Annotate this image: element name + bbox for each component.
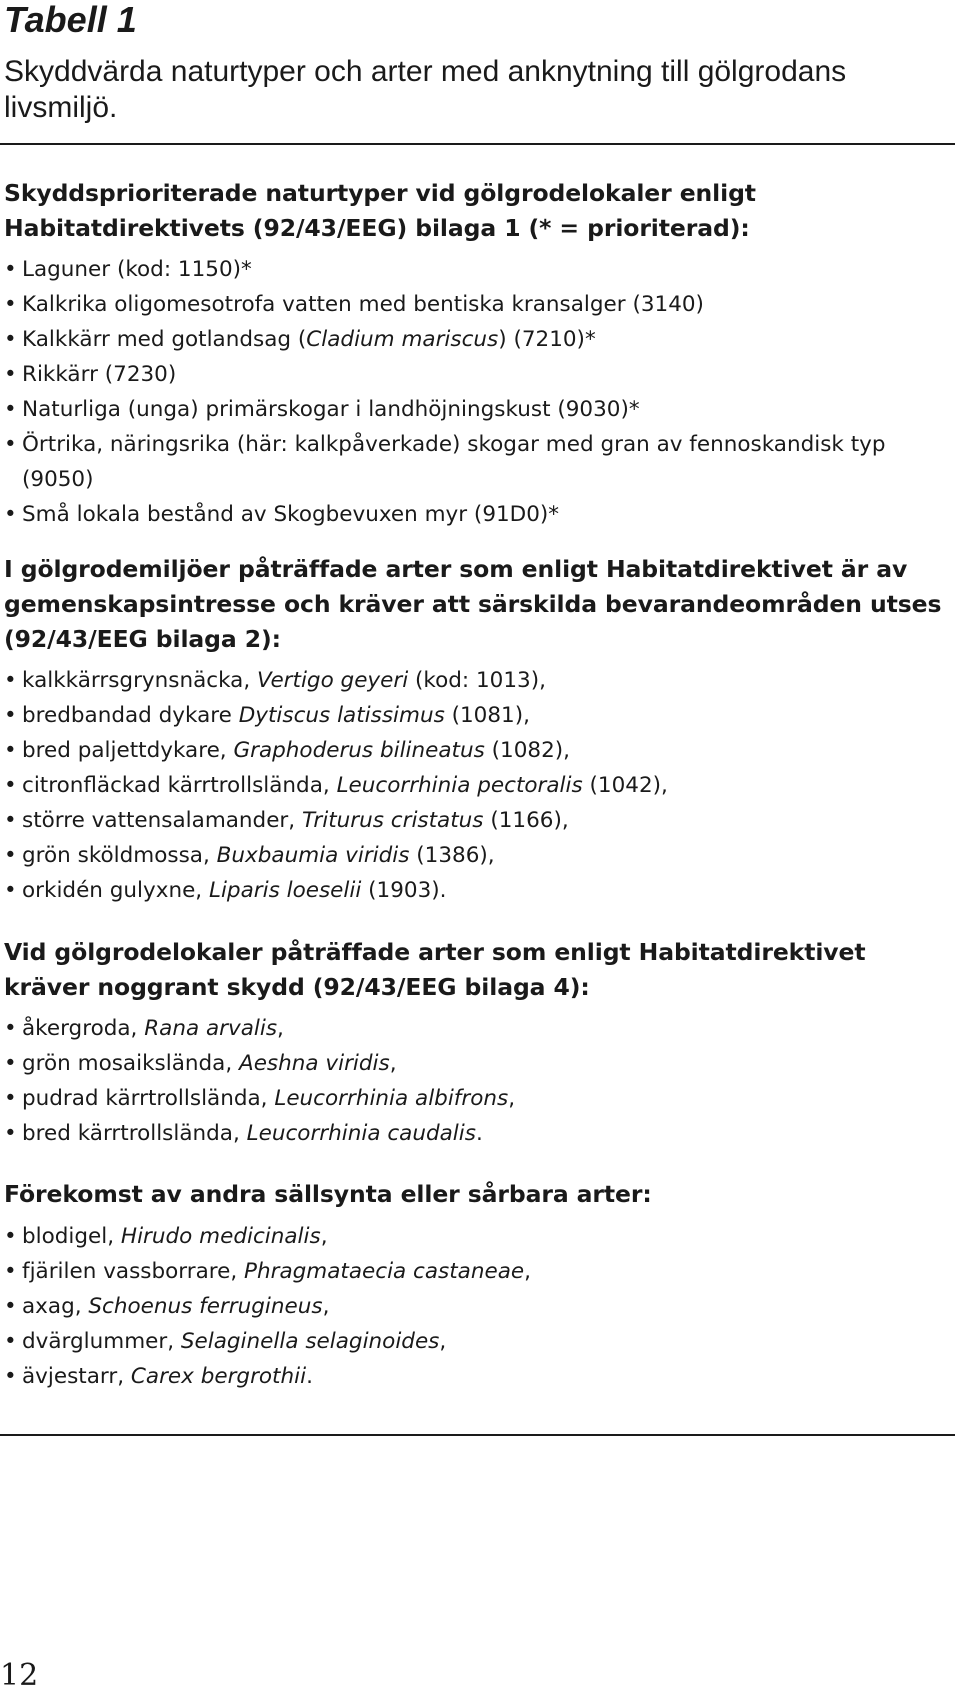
list-item bbox=[4, 1324, 954, 1359]
item-suffix: ) (7210)* bbox=[498, 327, 596, 352]
bottom-divider bbox=[0, 1434, 955, 1436]
scientific-name: Selaginella selaginoides bbox=[180, 1329, 440, 1354]
list-item bbox=[4, 1081, 954, 1116]
item-text: pudrad kärrtrollslända, bbox=[22, 1086, 275, 1111]
list-item bbox=[4, 1046, 954, 1081]
scientific-name: Hirudo medicinalis bbox=[120, 1224, 321, 1249]
item-suffix: (1903). bbox=[361, 878, 447, 903]
table-label: Tabell 1 bbox=[4, 0, 137, 40]
section-heading-other-species: Förekomst av andra sällsynta eller sårbara arter: bbox=[4, 1180, 652, 1208]
bullet-icon: • bbox=[4, 362, 17, 387]
item-text: bred kärrtrollslända, bbox=[22, 1121, 247, 1146]
bullet-icon: • bbox=[4, 432, 17, 457]
scientific-name: Buxbaumia viridis bbox=[216, 843, 410, 868]
list-item bbox=[4, 733, 954, 768]
scientific-name: Rana arvalis bbox=[144, 1016, 278, 1041]
list-item bbox=[4, 322, 954, 357]
item-text: Örtrika, näringsrika (här: kalkpåverkade) skogar med gran av fennoskandisk typ (9050) bbox=[22, 432, 886, 492]
scientific-name: Liparis loeselii bbox=[208, 878, 362, 903]
item-text: Små lokala bestånd av Skogbevuxen myr (91D0)* bbox=[22, 502, 560, 527]
item-text: dvärglummer, bbox=[22, 1329, 181, 1354]
item-text: Laguner (kod: 1150)* bbox=[22, 257, 252, 282]
item-text: ävjestarr, bbox=[22, 1364, 131, 1389]
item-suffix: , bbox=[389, 1051, 397, 1076]
scientific-name: Leucorrhinia albifrons bbox=[274, 1086, 509, 1111]
annex-2-species-list bbox=[4, 663, 954, 908]
section-heading-annex-4-species: Vid gölgrodelokaler påträffade arter som enligt Habitatdirektivet kräver noggrant skydd (92/43/EEG bilaga 4): bbox=[4, 938, 866, 1001]
list-item bbox=[4, 1289, 954, 1324]
list-item bbox=[4, 1011, 954, 1046]
list-item bbox=[4, 1254, 954, 1289]
item-text: axag, bbox=[22, 1294, 89, 1319]
item-text: bred paljettdykare, bbox=[22, 738, 234, 763]
item-suffix: , bbox=[322, 1294, 330, 1319]
bullet-icon: • bbox=[4, 808, 17, 833]
bullet-icon: • bbox=[4, 1121, 17, 1146]
list-item bbox=[4, 1219, 954, 1254]
item-suffix: (1081), bbox=[444, 703, 530, 728]
item-suffix: (1082), bbox=[484, 738, 570, 763]
page-number: 12 bbox=[0, 1658, 39, 1693]
list-item bbox=[4, 252, 954, 287]
list-item bbox=[4, 663, 954, 698]
item-text: citronfläckad kärrtrollslända, bbox=[22, 773, 337, 798]
bullet-icon: • bbox=[4, 502, 17, 527]
item-text: Kalkrika oligomesotrofa vatten med bentiska kransalger (3140) bbox=[22, 292, 704, 317]
list-item bbox=[4, 873, 954, 908]
scientific-name: Aeshna viridis bbox=[239, 1051, 390, 1076]
scientific-name: Vertigo geyeri bbox=[257, 668, 409, 693]
bullet-icon: • bbox=[4, 257, 17, 282]
list-item bbox=[4, 803, 954, 838]
scientific-name: Dytiscus latissimus bbox=[238, 703, 445, 728]
item-text: fjärilen vassborrare, bbox=[22, 1259, 245, 1284]
bullet-icon: • bbox=[4, 1329, 17, 1354]
bullet-icon: • bbox=[4, 703, 17, 728]
item-suffix: , bbox=[524, 1259, 531, 1284]
item-text: Rikkärr (7230) bbox=[22, 362, 177, 387]
item-text: grön sköldmossa, bbox=[22, 843, 217, 868]
scientific-name: Schoenus ferrugineus bbox=[88, 1294, 323, 1319]
scientific-name: Leucorrhinia pectoralis bbox=[336, 773, 583, 798]
bullet-icon: • bbox=[4, 1294, 17, 1319]
item-text: Kalkkärr med gotlandsag ( bbox=[22, 327, 307, 352]
section-heading-annex-2-species: I gölgrodemiljöer påträffade arter som enligt Habitatdirektivet är av gemenskapsintresse och kräver att särskilda bevarandeområden utses (92/43/EEG bilaga 2): bbox=[4, 555, 942, 653]
item-text: större vattensalamander, bbox=[22, 808, 302, 833]
item-suffix: (1166), bbox=[483, 808, 569, 833]
habitat-types-list bbox=[4, 252, 954, 532]
item-suffix: , bbox=[439, 1329, 447, 1354]
scientific-name: Graphoderus bilineatus bbox=[233, 738, 485, 763]
item-text: bredbandad dykare bbox=[22, 703, 239, 728]
list-item bbox=[4, 357, 954, 392]
bullet-icon: • bbox=[4, 738, 17, 763]
item-text: Naturliga (unga) primärskogar i landhöjningskust (9030)* bbox=[22, 397, 640, 422]
bullet-icon: • bbox=[4, 397, 17, 422]
bullet-icon: • bbox=[4, 292, 17, 317]
item-text: orkidén gulyxne, bbox=[22, 878, 209, 903]
list-item bbox=[4, 287, 954, 322]
list-item bbox=[4, 1359, 954, 1394]
list-item bbox=[4, 838, 954, 873]
annex-4-species-list bbox=[4, 1011, 954, 1151]
top-divider bbox=[0, 143, 955, 145]
list-item bbox=[4, 497, 954, 532]
other-species-list bbox=[4, 1219, 954, 1394]
bullet-icon: • bbox=[4, 668, 17, 693]
bullet-icon: • bbox=[4, 1086, 17, 1111]
scientific-name: Leucorrhinia caudalis bbox=[246, 1121, 476, 1146]
bullet-icon: • bbox=[4, 843, 17, 868]
bullet-icon: • bbox=[4, 1224, 17, 1249]
item-suffix: (1386), bbox=[409, 843, 495, 868]
bullet-icon: • bbox=[4, 773, 17, 798]
list-item bbox=[4, 1116, 954, 1151]
item-suffix: , bbox=[277, 1016, 284, 1041]
bullet-icon: • bbox=[4, 1016, 17, 1041]
item-suffix: . bbox=[475, 1121, 483, 1146]
item-suffix: , bbox=[508, 1086, 516, 1111]
list-item bbox=[4, 768, 954, 803]
item-text: blodigel, bbox=[22, 1224, 121, 1249]
scientific-name: Phragmataecia castaneae bbox=[244, 1259, 525, 1284]
item-text: kalkkärrsgrynsnäcka, bbox=[22, 668, 257, 693]
scientific-name: Cladium mariscus bbox=[306, 327, 499, 352]
item-suffix: , bbox=[320, 1224, 328, 1249]
bullet-icon: • bbox=[4, 1259, 17, 1284]
item-suffix: (kod: 1013), bbox=[408, 668, 546, 693]
table-caption: Skyddvärda naturtyper och arter med anknytning till gölgrodans livsmiljö. bbox=[4, 55, 847, 124]
scientific-name: Triturus cristatus bbox=[301, 808, 484, 833]
bullet-icon: • bbox=[4, 327, 17, 352]
item-suffix: (1042), bbox=[582, 773, 668, 798]
list-item bbox=[4, 427, 954, 497]
item-suffix: . bbox=[306, 1364, 313, 1389]
section-heading-habitat-types: Skyddsprioriterade naturtyper vid gölgrodelokaler enligt Habitatdirektivets (92/43/EEG) bilaga 1 (* = prioriterad): bbox=[4, 179, 756, 242]
item-text: grön mosaikslända, bbox=[22, 1051, 239, 1076]
bullet-icon: • bbox=[4, 878, 17, 903]
list-item bbox=[4, 698, 954, 733]
list-item bbox=[4, 392, 954, 427]
item-text: åkergroda, bbox=[22, 1016, 145, 1041]
scientific-name: Carex bergrothii bbox=[130, 1364, 307, 1389]
bullet-icon: • bbox=[4, 1051, 17, 1076]
bullet-icon: • bbox=[4, 1364, 17, 1389]
